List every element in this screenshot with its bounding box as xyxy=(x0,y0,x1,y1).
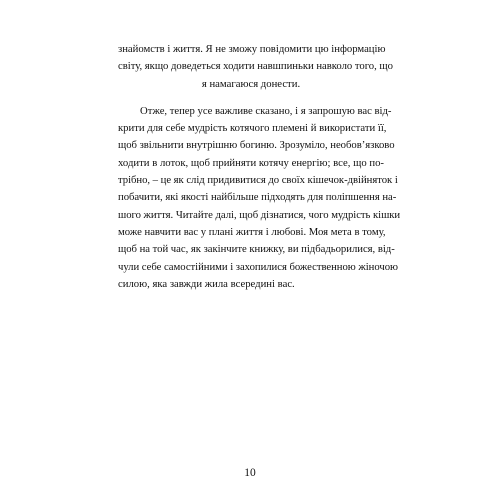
body-text xyxy=(118,41,401,293)
paragraph-2 xyxy=(118,103,401,293)
text-line: Отже, тепер усе важливе сказано, і я запрошую вас від- xyxy=(140,104,392,117)
text-line: силою, яка завжди жила всередині вас. xyxy=(118,277,295,290)
text-line: трібно, – це як слід придивитися до своїх кішечок-двійняток і xyxy=(118,174,398,187)
text-line: знайомств і життя. Я не зможу повідомити цю інформацію xyxy=(118,43,386,55)
text-line: я намагаюся донести. xyxy=(201,77,301,90)
text-line: ходити в лоток, щоб прийняти котячу енергію; все, що по- xyxy=(118,156,384,169)
text-line: світу, якщо доведеться ходити навшпиньки навколо того, що xyxy=(118,60,393,73)
paragraph-1 xyxy=(118,41,393,93)
text-line: чули себе самостійними і захопилися божественною жіночою xyxy=(118,260,398,273)
text-line: щоб звільнити внутрішню богиню. Зрозуміло, необов’язково xyxy=(118,139,395,152)
text-line: крити для себе мудрість котячого племені й використати її, xyxy=(118,122,387,135)
text-line: може навчити вас у плані життя і любові. Моя мета в тому, xyxy=(118,225,386,238)
text-line: шого життя. Читайте далі, щоб дізнатися, чого мудрість кішки xyxy=(118,208,401,221)
text-line: щоб на той час, як закінчите книжку, ви підбадьорилися, від- xyxy=(118,243,395,256)
text-line: побачити, які якості найбільше підходять для поліпшення на- xyxy=(118,191,397,204)
page-number: 10 xyxy=(244,467,256,479)
